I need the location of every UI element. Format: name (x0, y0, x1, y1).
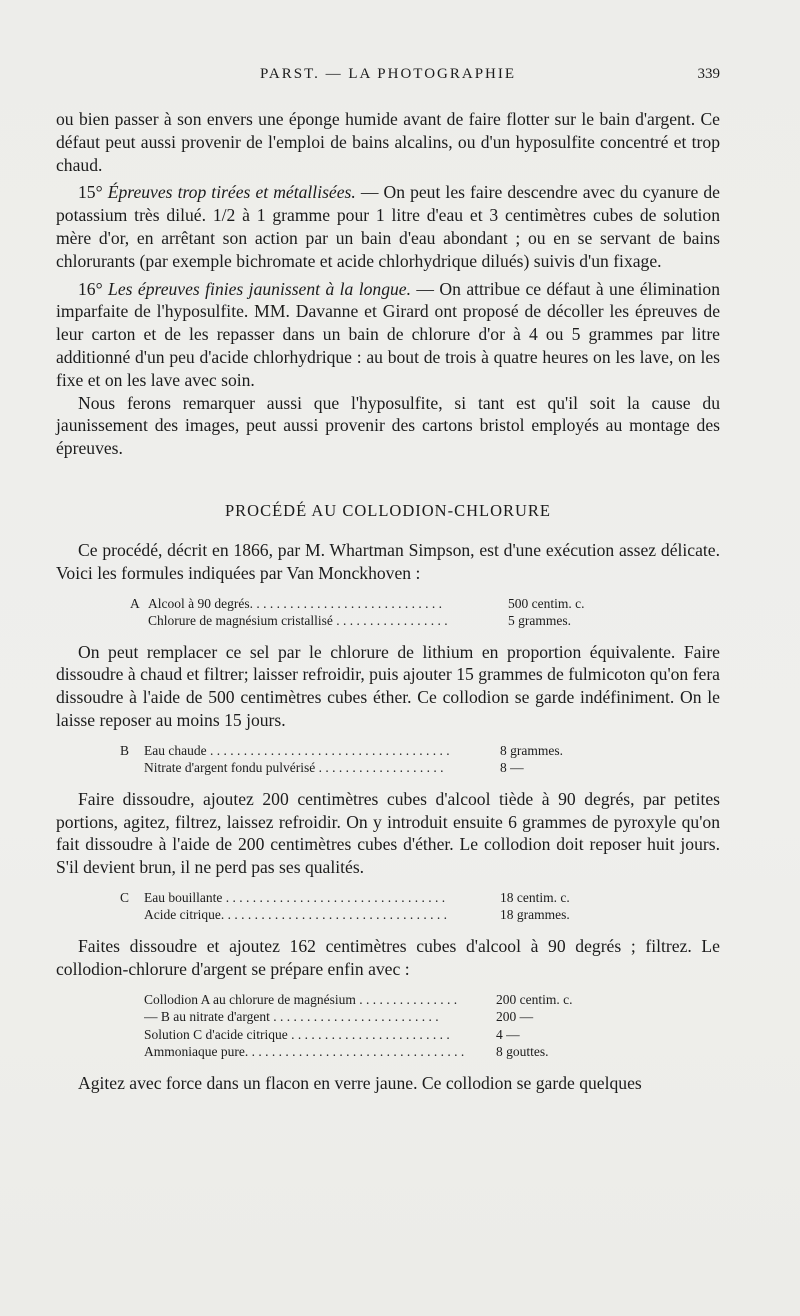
formula-b (56, 742, 720, 777)
formula-ingredient: Acide citrique. . . . . . . . . . . . . . . . . . . . . . . . . . . . . . . . . . (144, 907, 447, 923)
formula-a (56, 595, 720, 630)
formula-ingredient: — B au nitrate d'argent . . . . . . . . . . . . . . . . . . . . . . . . . (144, 1009, 439, 1025)
paragraph: Ce procédé, décrit en 1866, par M. Whartman Simpson, est d'une exécution assez délicate. Voici les formules indiquées par Van Monckhoven : (56, 539, 720, 583)
formula-letter: C (120, 889, 130, 905)
paragraph: Nous ferons remarquer aussi que l'hyposulfite, si tant est qu'il soit la cause du jaunissement des images, peut aussi provenir des cartons bristol employés au montage des épreuves. (56, 392, 720, 459)
formula-quantity: 8 gouttes. (496, 1044, 549, 1060)
paragraph: Agitez avec force dans un flacon en verre jaune. Ce collodion se garde quelques (78, 1072, 642, 1093)
formula-ingredient: Collodion A au chlorure de magnésium . . . . . . . . . . . . . . . (144, 991, 458, 1007)
paragraph: Faire dissoudre, ajoutez 200 centimètres cubes d'alcool tiède à 90 degrés, par petites portions, agitez, filtrez, laissez refroidir. On y introduit ensuite 6 grammes de pyroxyle qu'on fait dissoudre à l'aide de 200 centimètres cubes d'éther. Le collodion doit reposer huit jours. S'il devient brun, il ne perd pas ses qualités. (56, 788, 720, 878)
formula-ingredient: Ammoniaque pure. . . . . . . . . . . . . . . . . . . . . . . . . . . . . . . . . (144, 1044, 465, 1060)
formula-letter: B (120, 742, 130, 758)
formula-quantity: 200 centim. c. (496, 991, 573, 1007)
item-heading: Épreuves trop tirées et métallisées. (107, 182, 356, 203)
formula-row (56, 906, 720, 924)
formula-ingredient: Nitrate d'argent fondu pulvérisé . . . . . . . . . . . . . . . . . . . (144, 760, 444, 776)
formula-row (56, 612, 720, 630)
formula-row (56, 759, 720, 777)
formula-row (56, 991, 720, 1009)
formula-row (56, 1043, 720, 1061)
formula-row (56, 742, 720, 760)
item-number: 16° (78, 278, 103, 299)
formula-row (56, 889, 720, 907)
page-body (56, 108, 720, 1094)
item-number: 15° (78, 182, 103, 203)
formula-row (56, 1008, 720, 1026)
formula-quantity: 200 — (496, 1009, 534, 1025)
section-title: PROCÉDÉ AU COLLODION-CHLORURE (225, 500, 551, 520)
formula-ingredient: Eau chaude . . . . . . . . . . . . . . . . . . . . . . . . . . . . . . . . . . . . (144, 742, 450, 758)
paragraph: Faites dissoudre et ajoutez 162 centimètres cubes d'alcool à 90 degrés ; filtrez. Le collodion-chlorure d'argent se prépare enfin avec : (56, 935, 720, 979)
formula-quantity: 4 — (496, 1026, 520, 1042)
formula-ingredient: Chlorure de magnésium cristallisé . . . . . . . . . . . . . . . . . (148, 613, 448, 629)
paragraph-item-15 (56, 181, 720, 272)
formula-quantity: 500 centim. c. (508, 595, 585, 611)
formula-letter: A (130, 595, 140, 611)
item-text: — On attribue ce défaut à une élimination imparfaite de l'hyposulfite. MM. Davanne et Girard ont proposé de décoller les épreuves de leur carton et de les repasser dans un bain de chlorure d'or à 4 ou 5 grammes par litre additionné d'un peu d'acide chlorhydrique : au bout de trois à quatre heures on les lave, on les fixe et on les lave avec soin. (56, 278, 720, 390)
formula-c (56, 889, 720, 924)
item-text: — On peut les faire descendre avec du cyanure de potassium très dilué. 1/2 à 1 gramme pour 1 litre d'eau et 3 centimètres cubes de solution mère d'or, en arrêtant son action par un bain d'eau abondant ; ou en se servant de bains chlorurants (par exemple bichromate et acide chlorhydrique dilués) suivis d'un fixage. (56, 182, 720, 271)
paragraph: On peut remplacer ce sel par le chlorure de lithium en proportion équivalente. Faire dissoudre à chaud et filtrer; laisser refroidir, puis ajouter 15 grammes de fulmicoton qu'on fera dissoudre à l'aide de 500 centimètres cubes éther. Ce collodion se garde indéfiniment. On le laisse reposer au moins 15 jours. (56, 641, 720, 730)
paragraph-item-16 (56, 278, 720, 392)
formula-ingredient: Alcool à 90 degrés. . . . . . . . . . . . . . . . . . . . . . . . . . . . . (148, 595, 442, 611)
item-heading: Les épreuves finies jaunissent à la longue. (108, 278, 412, 299)
formula-ingredient: Solution C d'acide citrique . . . . . . . . . . . . . . . . . . . . . . . . (144, 1026, 450, 1042)
paragraph: ou bien passer à son envers une éponge humide avant de faire flotter sur le bain d'argent. Ce défaut peut aussi provenir de l'emploi de bains alcalins, ou d'un hyposulfite concentré et trop chaud. (56, 109, 720, 175)
formula-quantity: 18 centim. c. (500, 889, 570, 905)
formula-quantity: 18 grammes. (500, 907, 570, 923)
formula-ingredient: Eau bouillante . . . . . . . . . . . . . . . . . . . . . . . . . . . . . . . . . (144, 889, 446, 905)
formula-final (56, 991, 720, 1061)
formula-quantity: 8 — (500, 760, 524, 776)
formula-row (56, 1026, 720, 1044)
running-head: PARST. — LA PHOTOGRAPHIE (259, 66, 517, 82)
formula-quantity: 8 grammes. (500, 742, 563, 758)
page-header (56, 66, 720, 90)
page-number: 339 (697, 66, 720, 82)
formula-row (56, 595, 720, 613)
formula-quantity: 5 grammes. (508, 613, 571, 629)
